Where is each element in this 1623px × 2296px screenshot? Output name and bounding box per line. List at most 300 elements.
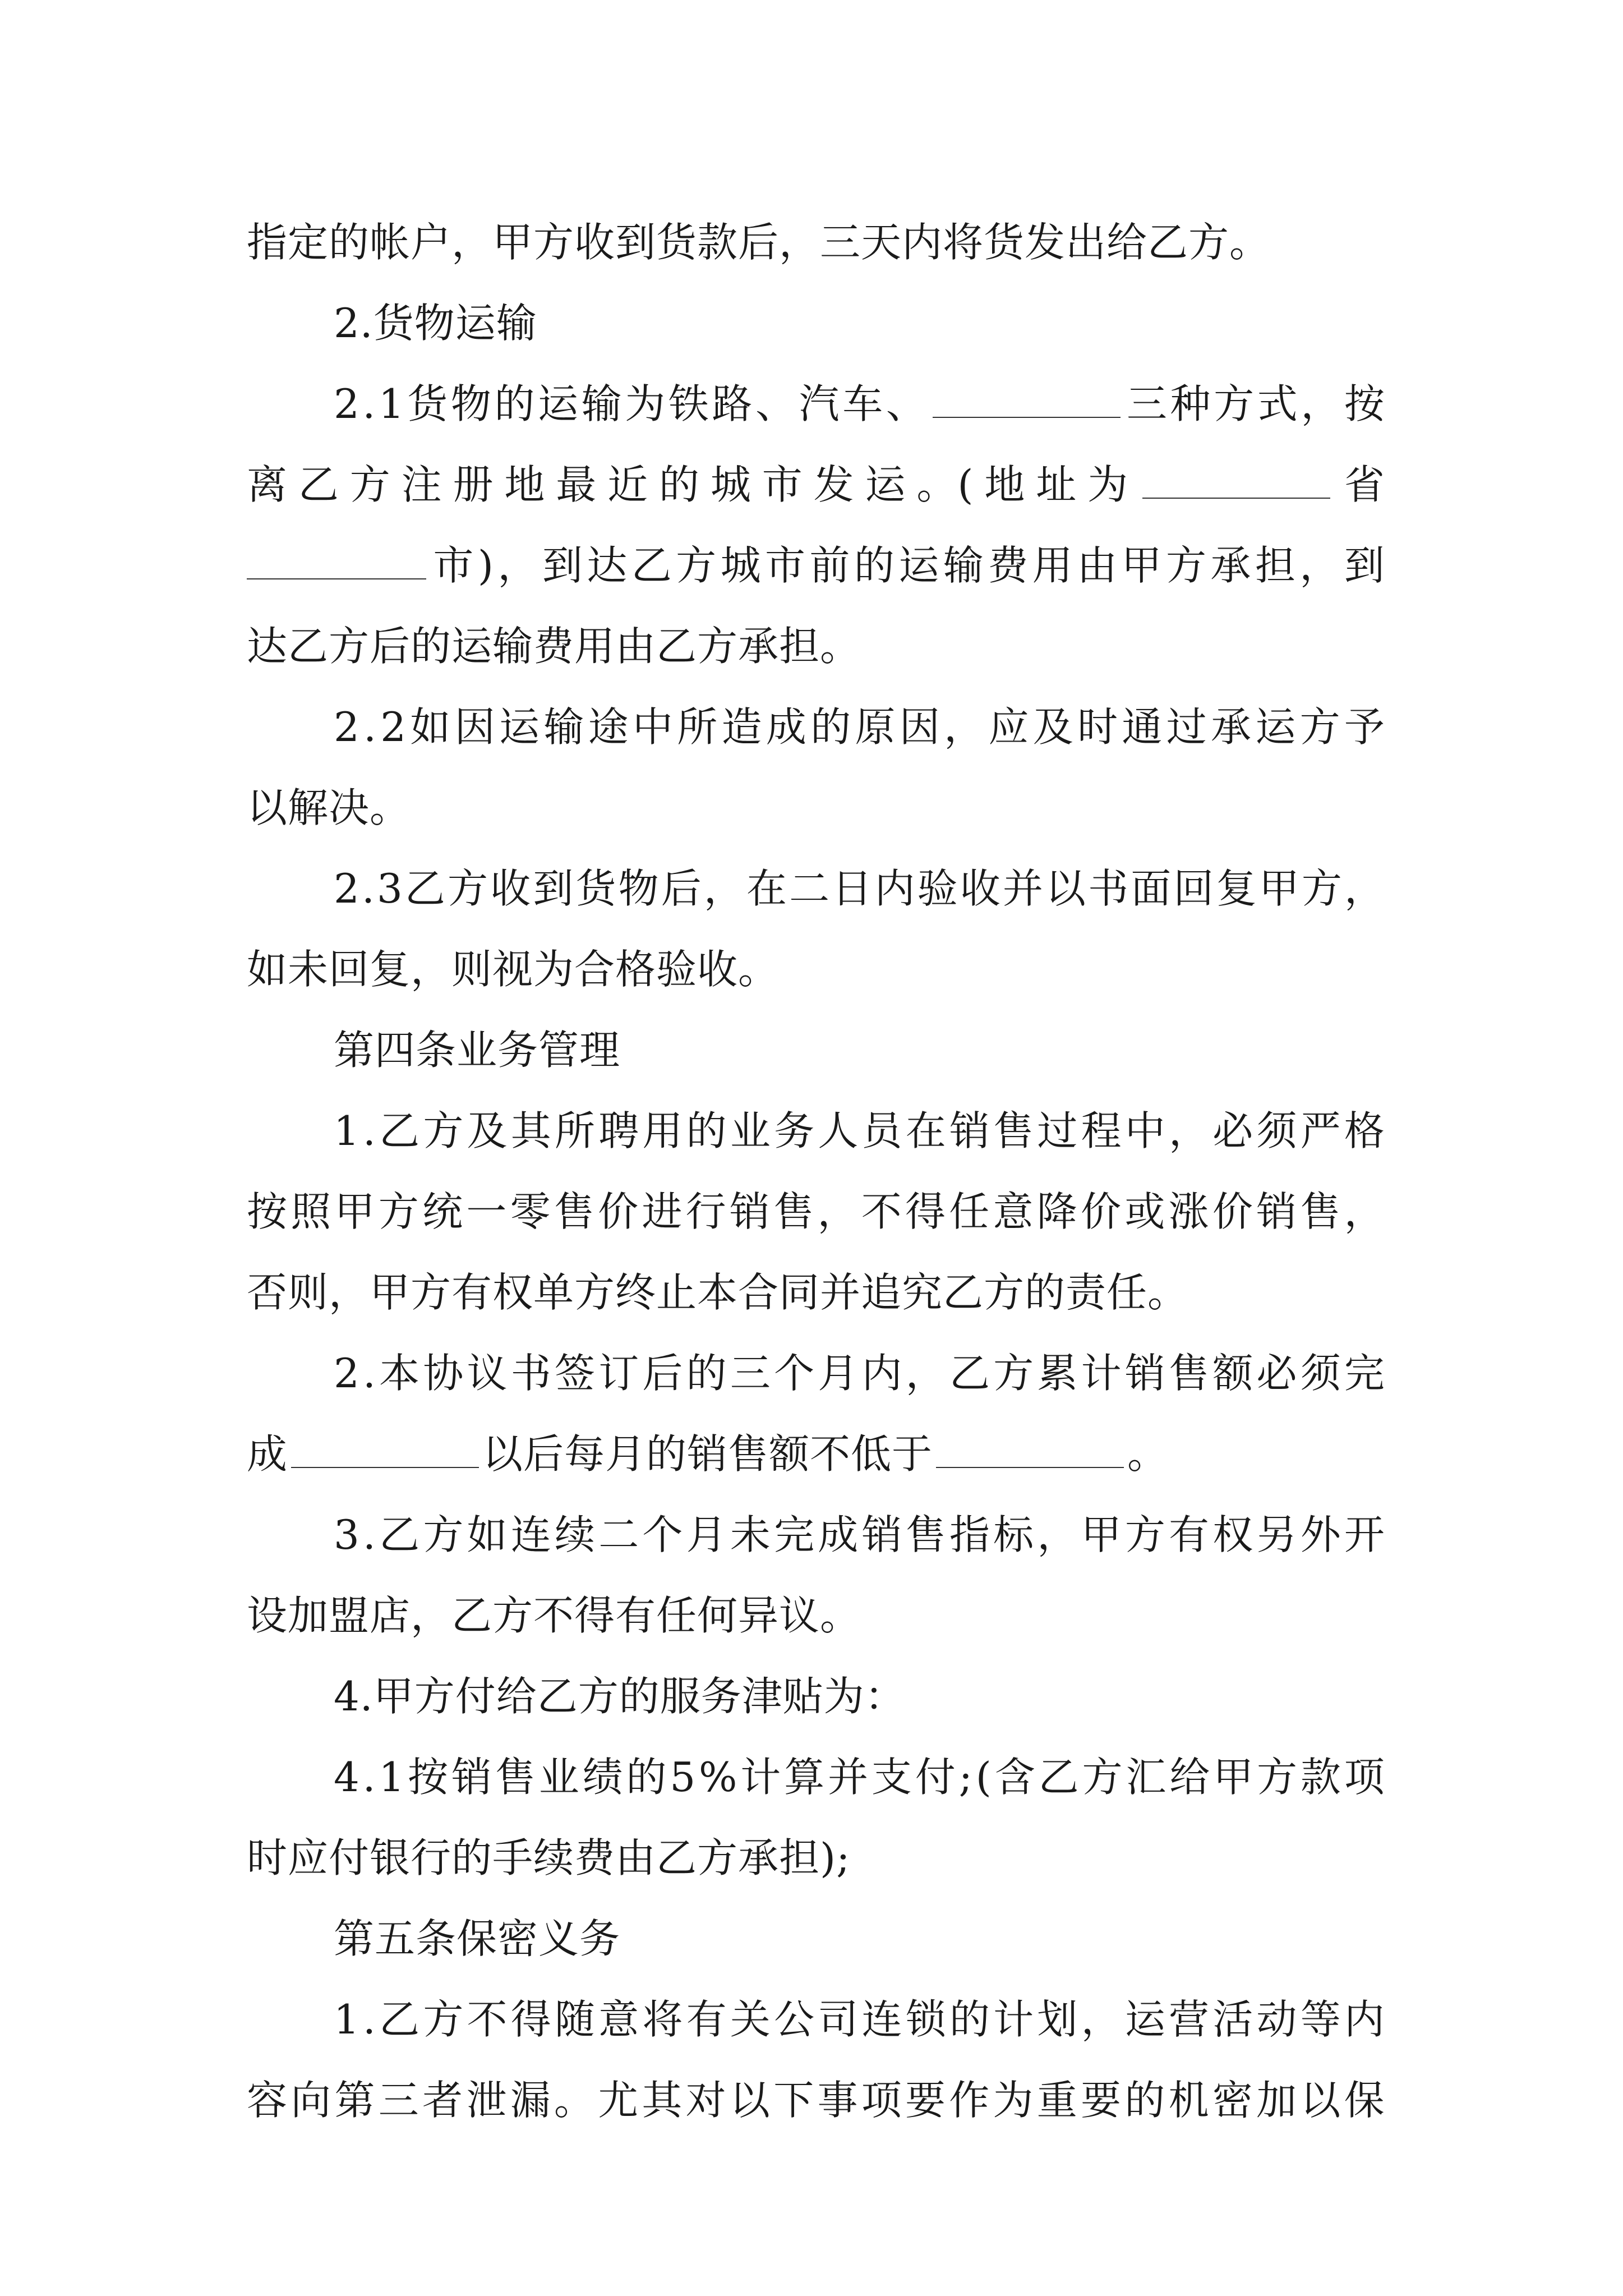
text-char: 销 xyxy=(949,1107,990,1154)
text-char: ， xyxy=(1299,542,1341,589)
text-char: ， xyxy=(703,865,745,912)
text-char: 乙 xyxy=(379,1996,421,2043)
text-char: 的 xyxy=(626,1754,667,1801)
text-char: 销 xyxy=(1124,1350,1166,1397)
text-char: 司 xyxy=(818,1996,859,2043)
text-char: 承 xyxy=(1210,542,1252,589)
text-char: 进 xyxy=(642,1188,683,1235)
text-char: 累 xyxy=(1037,1350,1078,1397)
text-segment: 的 xyxy=(659,461,700,508)
text-char: 要 xyxy=(905,2077,946,2124)
text-char: 保 xyxy=(1344,2077,1385,2124)
text-line xyxy=(247,687,1385,767)
text-segment: 4.甲方付给乙方的服务津贴为： xyxy=(334,1673,906,1720)
text-char: 另 xyxy=(1256,1511,1298,1558)
text-char: 意 xyxy=(598,1996,640,2043)
text-char: 含 xyxy=(994,1754,1036,1801)
text-char: 售 xyxy=(993,1107,1035,1154)
text-char: 运 xyxy=(898,542,940,589)
text-char: 为 xyxy=(625,380,666,427)
fill-in-blank[interactable] xyxy=(936,1433,1124,1468)
text-char: 二 xyxy=(598,1511,640,1558)
text-char: 开 xyxy=(1344,1511,1385,1558)
text-char: 如 xyxy=(467,1511,508,1558)
text-line xyxy=(247,1494,1385,1575)
text-char: 以 xyxy=(729,2077,771,2124)
text-char: 输 xyxy=(581,380,623,427)
text-char: 中 xyxy=(632,703,674,751)
text-char: 售 xyxy=(773,1188,815,1235)
text-char: 连 xyxy=(861,1996,903,2043)
text-char: ， xyxy=(1037,1511,1078,1558)
text-char: 回 xyxy=(1173,865,1215,912)
text-char: ， xyxy=(1344,865,1385,912)
text-char: 计 xyxy=(740,1754,782,1801)
text-line xyxy=(247,1091,1385,1171)
text-char: 加 xyxy=(1256,2077,1298,2124)
text-line xyxy=(247,1171,1385,1252)
text-char: 的 xyxy=(810,703,852,751)
text-char: 的 xyxy=(686,1350,727,1397)
text-char: 将 xyxy=(642,1996,684,2043)
text-char: 的 xyxy=(494,380,536,427)
text-char: . xyxy=(362,380,376,427)
text-line xyxy=(247,283,1385,364)
text-char: 以 xyxy=(1045,865,1087,912)
text-char: 途 xyxy=(588,703,629,751)
text-char: 动 xyxy=(1256,1996,1298,2043)
text-char: 如 xyxy=(410,703,451,751)
text-char: 甲 xyxy=(1258,865,1300,912)
text-line xyxy=(247,1898,1385,1979)
text-char: 尤 xyxy=(598,2077,639,2124)
text-segment: 以后每月的销售额不低于 xyxy=(482,1430,933,1478)
text-char: 书 xyxy=(1088,865,1129,912)
text-char: 关 xyxy=(730,1996,771,2043)
text-char: 销 xyxy=(861,1511,903,1558)
text-char: 乙 xyxy=(631,542,672,589)
text-char: 一 xyxy=(466,1188,508,1235)
text-char: 协 xyxy=(423,1350,464,1397)
text-char: 2 xyxy=(334,865,360,912)
text-char: ， xyxy=(1081,1996,1122,2043)
text-char: 价 xyxy=(1081,1188,1122,1235)
text-char: 须 xyxy=(1256,1107,1298,1154)
text-char: 机 xyxy=(1168,2077,1210,2124)
text-char: 议 xyxy=(467,1350,508,1397)
text-segment: 发 xyxy=(813,461,855,508)
text-char: 销 xyxy=(451,1754,492,1801)
fill-in-blank[interactable] xyxy=(1142,464,1330,499)
text-char: 售 xyxy=(495,1754,536,1801)
text-char: 过 xyxy=(1037,1107,1078,1154)
text-char: 方 xyxy=(1299,703,1341,751)
text-char: 降 xyxy=(1036,1188,1078,1235)
text-char: 其 xyxy=(642,2077,683,2124)
text-segment: 址 xyxy=(1036,461,1077,508)
text-char: 到 xyxy=(533,865,574,912)
text-char: 行 xyxy=(685,1188,727,1235)
text-char: 续 xyxy=(554,1511,596,1558)
text-char: 售 xyxy=(905,1511,947,1558)
text-char: 方 xyxy=(993,1350,1035,1397)
text-char: 甲 xyxy=(1213,1754,1255,1801)
text-char: ， xyxy=(817,1188,859,1235)
text-line xyxy=(247,1252,1385,1333)
text-char: 或 xyxy=(1124,1188,1166,1235)
text-char: 统 xyxy=(422,1188,464,1235)
text-char: 绩 xyxy=(582,1754,624,1801)
text-segment: 设加盟店，乙方不得有任何异议。 xyxy=(247,1592,861,1639)
text-char: 三 xyxy=(730,1350,771,1397)
text-char: % xyxy=(699,1754,738,1801)
text-char: 方 xyxy=(448,865,489,912)
text-segment: 第四条业务管理 xyxy=(334,1027,621,1074)
text-char: 业 xyxy=(538,1754,580,1801)
text-char: 物 xyxy=(618,865,660,912)
text-char: 不 xyxy=(467,1996,508,2043)
text-char: 日 xyxy=(832,865,873,912)
text-char: 通 xyxy=(1122,703,1163,751)
text-char: 复 xyxy=(1216,865,1257,912)
text-segment: 册 xyxy=(453,461,494,508)
text-segment: 第五条保密义务 xyxy=(334,1915,621,1962)
text-segment: 成 xyxy=(247,1430,288,1478)
text-line xyxy=(247,848,1385,929)
text-char: 个 xyxy=(642,1511,684,1558)
text-char: 书 xyxy=(510,1350,552,1397)
text-char: 甲 xyxy=(1121,542,1163,589)
text-char: 内 xyxy=(874,865,916,912)
text-char: 及 xyxy=(467,1107,508,1154)
text-char: 运 xyxy=(538,380,579,427)
text-line xyxy=(247,444,1385,525)
text-char: 二 xyxy=(789,865,831,912)
text-line xyxy=(247,1333,1385,1414)
text-char: 并 xyxy=(828,1754,869,1801)
text-char: ( xyxy=(975,1754,992,1801)
text-char: 成 xyxy=(766,703,807,751)
text-char: 运 xyxy=(1255,703,1297,751)
text-segment: 省 xyxy=(1344,461,1385,508)
text-char: 式 xyxy=(1257,380,1298,427)
text-char: 务 xyxy=(774,1107,815,1154)
text-char: 汇 xyxy=(1126,1754,1167,1801)
text-char: 铁 xyxy=(668,380,709,427)
text-char: ) xyxy=(477,542,494,589)
text-char: 、 xyxy=(886,380,927,427)
text-char: 得 xyxy=(905,1188,946,1235)
text-char: 计 xyxy=(993,1996,1035,2043)
text-char: 重 xyxy=(1036,2077,1078,2124)
text-segment: 地 xyxy=(984,461,1026,508)
text-char: 任 xyxy=(949,1188,990,1235)
text-char: 为 xyxy=(993,2077,1034,2124)
text-char: 涨 xyxy=(1168,1188,1210,1235)
text-char: 种 xyxy=(1170,380,1211,427)
text-char: 3 xyxy=(334,1511,360,1558)
text-char: 方 xyxy=(1082,1754,1123,1801)
text-segment: 如未回复，则视为合格验收。 xyxy=(247,946,780,993)
text-segment: 离 xyxy=(247,461,288,508)
fill-in-blank[interactable] xyxy=(933,383,1121,418)
text-char: 的 xyxy=(686,1107,727,1154)
text-char: 销 xyxy=(1256,1188,1298,1235)
text-segment: 最 xyxy=(556,461,597,508)
text-char: 者 xyxy=(422,2077,464,2124)
text-line xyxy=(247,202,1385,283)
text-line xyxy=(247,364,1385,444)
text-char: 月 xyxy=(818,1350,859,1397)
text-char: 签 xyxy=(554,1350,596,1397)
text-char: 2 xyxy=(334,1350,360,1397)
text-segment: 乙 xyxy=(298,461,339,508)
text-line xyxy=(247,606,1385,687)
text-char: 容 xyxy=(247,2077,288,2124)
text-char: 甲 xyxy=(1081,1511,1122,1558)
text-char: 按 xyxy=(408,1754,449,1801)
text-char: 标 xyxy=(993,1511,1035,1558)
text-line xyxy=(247,929,1385,1010)
text-char: 乙 xyxy=(404,865,446,912)
text-char: 及 xyxy=(1032,703,1074,751)
text-char: 2 xyxy=(334,380,360,427)
text-char: 的 xyxy=(854,542,895,589)
text-char: 内 xyxy=(861,1350,903,1397)
text-char: 算 xyxy=(784,1754,826,1801)
text-char: 车 xyxy=(842,380,884,427)
text-segment: 否则，甲方有权单方终止本合同并追究乙方的责任。 xyxy=(247,1269,1189,1316)
text-char: 方 xyxy=(1214,380,1255,427)
text-char: 售 xyxy=(1300,1188,1341,1235)
text-char: 聘 xyxy=(598,1107,640,1154)
text-char: 甲 xyxy=(334,1188,376,1235)
text-char: 费 xyxy=(988,542,1029,589)
text-segment: 近 xyxy=(607,461,649,508)
text-char: 市 xyxy=(765,542,806,589)
text-char: 事 xyxy=(817,2077,859,2124)
text-char: 后 xyxy=(642,1350,684,1397)
text-char: 城 xyxy=(720,542,762,589)
text-segment: 市 xyxy=(762,461,803,508)
text-char: 格 xyxy=(1344,1107,1385,1154)
text-char: 第 xyxy=(334,2077,376,2124)
text-char: 价 xyxy=(598,1188,639,1235)
text-char: 由 xyxy=(1077,542,1118,589)
text-char: 付 xyxy=(915,1754,956,1801)
text-char: 售 xyxy=(554,1188,595,1235)
text-char: 权 xyxy=(1212,1511,1254,1558)
text-line xyxy=(247,1818,1385,1898)
text-char: 方 xyxy=(1124,1511,1166,1558)
text-char: 5 xyxy=(670,1754,697,1801)
text-char: 得 xyxy=(510,1996,552,2043)
text-char: 乙 xyxy=(949,1350,990,1397)
text-char: ， xyxy=(944,703,985,751)
text-char: 其 xyxy=(510,1107,552,1154)
text-char: 、 xyxy=(755,380,797,427)
text-char: 要 xyxy=(1081,2077,1122,2124)
text-char: 款 xyxy=(1300,1754,1341,1801)
text-segment: 城 xyxy=(710,461,751,508)
text-char: 价 xyxy=(1212,1188,1253,1235)
text-char: 完 xyxy=(1344,1350,1385,1397)
text-segment: 2.货物运输 xyxy=(334,300,537,347)
text-char: 必 xyxy=(1212,1107,1254,1154)
text-char: 所 xyxy=(677,703,718,751)
text-line xyxy=(247,1979,1385,2060)
text-char: . xyxy=(363,1107,376,1154)
text-char: 给 xyxy=(1169,1754,1211,1801)
text-char: 划 xyxy=(1037,1996,1078,2043)
text-char: 订 xyxy=(598,1350,640,1397)
text-line xyxy=(247,2060,1385,2141)
text-char: 泄 xyxy=(466,2077,508,2124)
text-char: 收 xyxy=(490,865,532,912)
text-char: 向 xyxy=(291,2077,332,2124)
text-char: 方 xyxy=(423,1107,464,1154)
text-char: 3 xyxy=(376,865,403,912)
text-char: 意 xyxy=(993,1188,1034,1235)
text-char: 2 xyxy=(380,703,407,751)
text-char: . xyxy=(363,703,377,751)
text-char: ， xyxy=(1169,1107,1210,1154)
text-char: 中 xyxy=(1124,1107,1166,1154)
text-char: 运 xyxy=(1124,1996,1166,2043)
text-char: 方 xyxy=(378,1188,419,1235)
text-char: 原 xyxy=(855,703,896,751)
text-char: 照 xyxy=(291,1188,332,1235)
text-char: 因 xyxy=(454,703,496,751)
text-char: 时 xyxy=(1077,703,1119,751)
text-char: 有 xyxy=(686,1996,727,2043)
text-char: 密 xyxy=(1212,2077,1253,2124)
text-char: 运 xyxy=(499,703,541,751)
text-char: 在 xyxy=(905,1107,947,1154)
text-char: 按 xyxy=(247,1188,288,1235)
text-char: 业 xyxy=(730,1107,771,1154)
text-char: 必 xyxy=(1256,1350,1298,1397)
text-char: ， xyxy=(905,1350,947,1397)
text-char: . xyxy=(363,1996,376,2043)
text-char: 2 xyxy=(334,703,360,751)
text-char: 项 xyxy=(861,2077,902,2124)
text-char: 1 xyxy=(378,380,405,427)
text-char: 前 xyxy=(809,542,851,589)
text-char: 乙 xyxy=(379,1107,421,1154)
text-char: 。 xyxy=(554,2077,595,2124)
text-char: 月 xyxy=(686,1511,727,1558)
text-char: 造 xyxy=(721,703,763,751)
text-segment: 指定的帐户，甲方收到货款后，三天内将货发出给乙方。 xyxy=(247,219,1271,266)
text-char: 公 xyxy=(774,1996,815,2043)
text-char: 予 xyxy=(1344,703,1385,751)
text-char: 路 xyxy=(712,380,753,427)
text-char: 严 xyxy=(1300,1107,1341,1154)
text-segment: 地 xyxy=(504,461,546,508)
text-char: 方 xyxy=(676,542,717,589)
text-char: 锁 xyxy=(905,1996,947,2043)
text-char: . xyxy=(362,1754,376,1801)
text-char: 输 xyxy=(543,703,585,751)
text-char: 下 xyxy=(773,2077,815,2124)
text-char: 所 xyxy=(554,1107,596,1154)
text-segment: 运 xyxy=(865,461,906,508)
text-char: 的 xyxy=(949,1996,990,2043)
text-char: 营 xyxy=(1169,1996,1210,2043)
text-char: 面 xyxy=(1131,865,1172,912)
text-char: . xyxy=(363,1511,376,1558)
text-line xyxy=(247,1010,1385,1091)
text-segment: 。( xyxy=(916,461,974,508)
text-char: 零 xyxy=(510,1188,551,1235)
text-char: 输 xyxy=(943,542,984,589)
text-char: 连 xyxy=(510,1511,552,1558)
text-char: 因 xyxy=(899,703,940,751)
text-char: 程 xyxy=(1081,1107,1122,1154)
text-char: 市 xyxy=(433,542,474,589)
text-char: 对 xyxy=(685,2077,727,2124)
fill-in-blank[interactable] xyxy=(247,545,426,579)
text-char: 销 xyxy=(729,1188,771,1235)
text-char: 外 xyxy=(1300,1511,1341,1558)
text-char: 有 xyxy=(1169,1511,1210,1558)
text-line xyxy=(247,1737,1385,1818)
text-char: 用 xyxy=(1032,542,1073,589)
text-char: 乙 xyxy=(1038,1754,1080,1801)
text-char: 三 xyxy=(1126,380,1168,427)
text-char: 的 xyxy=(1124,2077,1166,2124)
text-line xyxy=(247,1575,1385,1656)
text-char: 不 xyxy=(861,1188,902,1235)
text-line xyxy=(247,1414,1385,1494)
text-char: 达 xyxy=(587,542,628,589)
text-char: 完 xyxy=(774,1511,815,1558)
text-char: 1 xyxy=(334,1996,360,2043)
text-char: 方 xyxy=(1301,865,1343,912)
text-char: 支 xyxy=(871,1754,912,1801)
text-char: 应 xyxy=(988,703,1030,751)
text-char: . xyxy=(363,1350,376,1397)
text-segment: 达乙方后的运输费用由乙方承担。 xyxy=(247,623,861,670)
text-char: 乙 xyxy=(379,1511,421,1558)
text-char: 货 xyxy=(407,380,449,427)
text-char: 过 xyxy=(1166,703,1207,751)
text-char: 项 xyxy=(1344,1754,1385,1801)
text-char: 须 xyxy=(1300,1350,1341,1397)
text-char: 担 xyxy=(1255,542,1296,589)
text-char: 活 xyxy=(1212,1996,1254,2043)
text-char: 成 xyxy=(818,1511,859,1558)
text-segment: 为 xyxy=(1087,461,1129,508)
text-char: 售 xyxy=(1169,1350,1210,1397)
text-char: 三 xyxy=(378,2077,419,2124)
text-segment: 时应付银行的手续费由乙方承担); xyxy=(247,1834,851,1881)
text-char: 内 xyxy=(1344,1996,1385,2043)
text-char: ， xyxy=(1344,1188,1385,1235)
text-char: 随 xyxy=(554,1996,596,2043)
text-char: 按 xyxy=(1344,380,1385,427)
text-char: 作 xyxy=(949,2077,990,2124)
fill-in-blank[interactable] xyxy=(291,1433,479,1468)
text-char: 后 xyxy=(661,865,702,912)
text-char: 方 xyxy=(1257,1754,1298,1801)
text-char: 1 xyxy=(379,1754,405,1801)
text-char: 到 xyxy=(542,542,583,589)
text-char: 货 xyxy=(575,865,617,912)
text-char: 汽 xyxy=(799,380,840,427)
text-char: 验 xyxy=(917,865,958,912)
